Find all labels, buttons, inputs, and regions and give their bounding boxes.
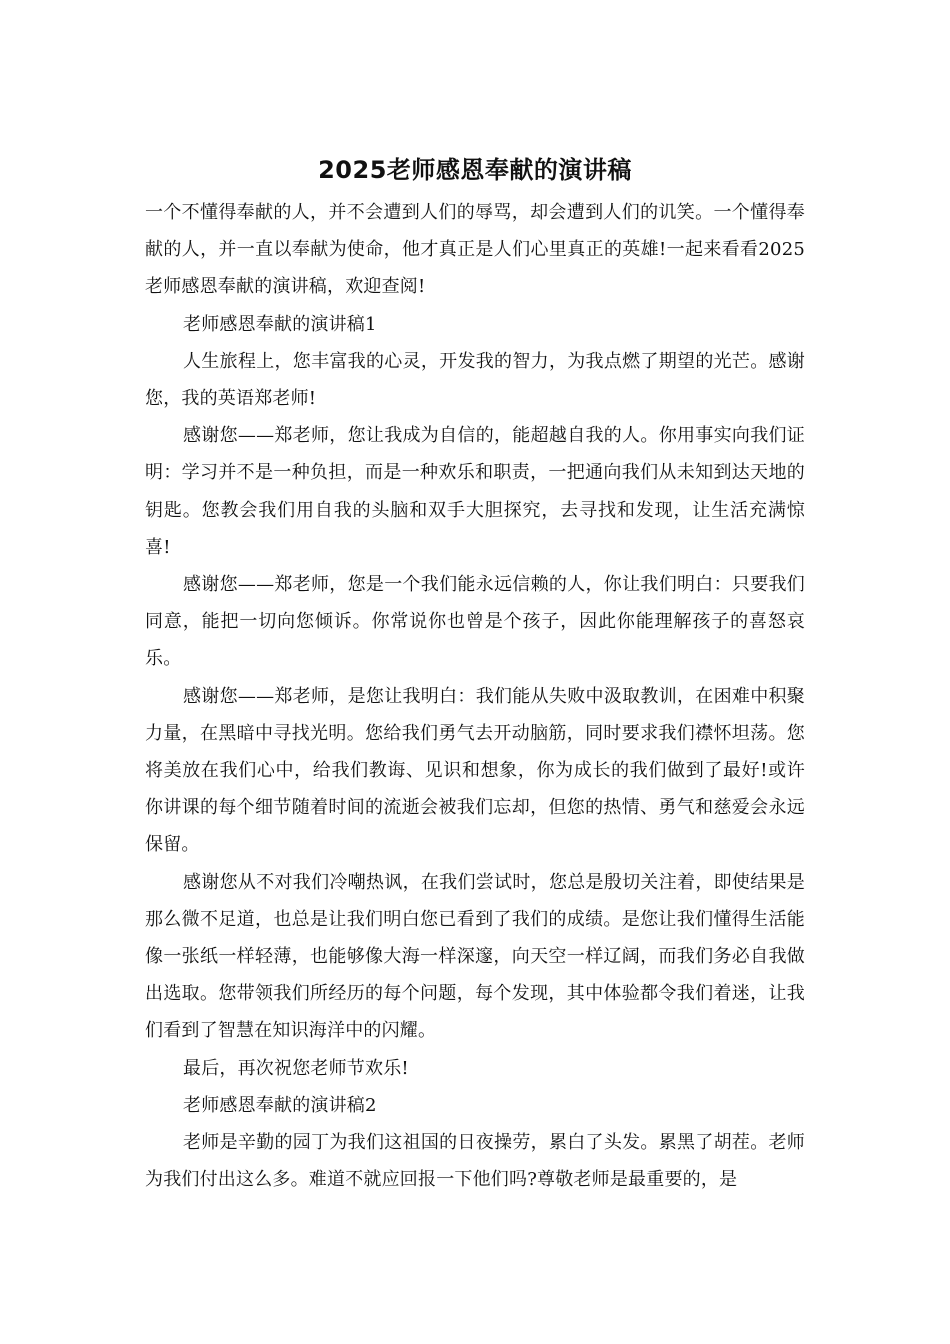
closing-line: 最后，再次祝您老师节欢乐!	[183, 1057, 409, 1079]
body-paragraph: 感谢您从不对我们冷嘲热讽，在我们尝试时，您总是殷切关注着，即使结果是那么微不足道，也总是让我们明白您已看到了我们的成绩。是您让我们懂得生活能像一张纸一样轻薄，也能够像大海一样深邃，向天空一样辽阔，而我们务必自我做出选取。您带领我们所经历的每个问题，每个发现，其中体验都令我们着迷，让我们看到了智慧在知识海洋中的闪耀。	[145, 871, 805, 1042]
section-heading-1: 老师感恩奉献的演讲稿1	[183, 313, 377, 335]
body-paragraph: 老师是辛勤的园丁为我们这祖国的日夜操劳，累白了头发。累黑了胡茬。老师为我们付出这么多。难道不就应回报一下他们吗?尊敬老师是最重要的，是	[145, 1132, 805, 1191]
intro-paragraph: 一个不懂得奉献的人，并不会遭到人们的辱骂，却会遭到人们的讥笑。一个懂得奉献的人，并一直以奉献为使命，他才真正是人们心里真正的英雄!一起来看看2025老师感恩奉献的演讲稿，欢迎查阅!	[145, 202, 805, 298]
document-title: 2025老师感恩奉献的演讲稿	[318, 156, 632, 184]
body-paragraph: 感谢您——郑老师，是您让我明白：我们能从失败中汲取教训，在困难中积聚力量，在黑暗中寻找光明。您给我们勇气去开动脑筋，同时要求我们襟怀坦荡。您将美放在我们心中，给我们教诲、见识和想象，你为成长的我们做到了最好!或许你讲课的每个细节随着时间的流逝会被我们忘却，但您的热情、勇气和慈爱会永远保留。	[145, 685, 805, 856]
section-heading-2: 老师感恩奉献的演讲稿2	[183, 1094, 377, 1116]
document-body	[145, 194, 805, 1198]
body-paragraph: 感谢您——郑老师，您是一个我们能永远信赖的人，你让我们明白：只要我们同意，能把一切向您倾诉。你常说你也曾是个孩子，因此你能理解孩子的喜怒哀乐。	[145, 574, 805, 670]
body-paragraph: 人生旅程上，您丰富我的心灵，开发我的智力，为我点燃了期望的光芒。感谢您，我的英语郑老师!	[145, 350, 805, 410]
body-paragraph: 感谢您——郑老师，您让我成为自信的，能超越自我的人。你用事实向我们证明：学习并不是一种负担，而是一种欢乐和职责，一把通向我们从未知到达天地的钥匙。您教会我们用自我的头脑和双手大胆探究，去寻找和发现，让生活充满惊喜!	[145, 425, 805, 558]
